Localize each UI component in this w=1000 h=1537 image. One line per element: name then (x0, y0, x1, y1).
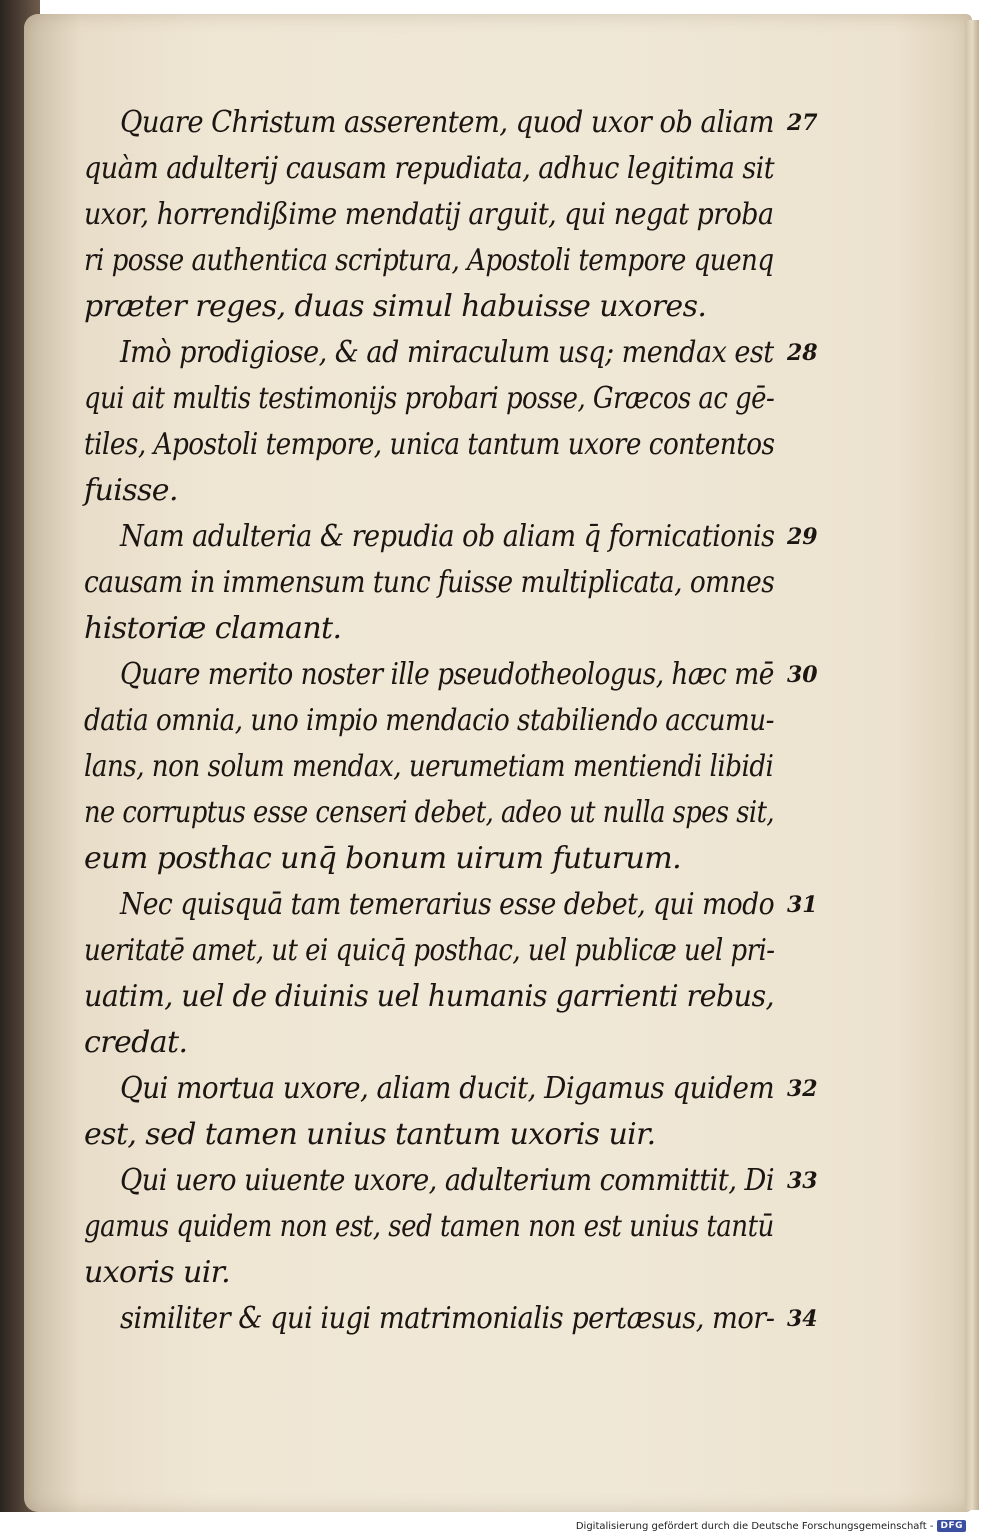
text-line: uxor, horrendißime mendatij arguit, qui negat proba (84, 197, 774, 232)
section-number: 29 (787, 524, 818, 550)
text-line: gamus quidem non est, sed tamen non est unius tantū (84, 1209, 774, 1244)
dfg-logo: DFG (937, 1520, 966, 1532)
text-line: Imò prodigiose, & ad miraculum usq; mendax est (120, 335, 774, 370)
text-line: qui ait multis testimonijs probari posse, Græcos ac gē- (84, 381, 775, 416)
text-line: ne corruptus esse censeri debet, adeo ut nulla spes sit, (84, 795, 775, 830)
text-line: Qui uero uiuente uxore, adulterium committit, Di (120, 1163, 775, 1198)
section-number: 27 (787, 110, 818, 136)
section-number: 34 (787, 1306, 818, 1332)
text-line: quàm adulterij causam repudiata, adhuc legitima sit (84, 151, 775, 186)
digitization-credit (576, 1517, 966, 1535)
text-line: historiæ clamant. (84, 611, 342, 646)
text-line: uatim, uel de diuinis uel humanis garrienti rebus, (84, 979, 775, 1014)
text-line: Nec quisquā tam temerarius esse debet, qui modo (120, 887, 775, 922)
section-number: 28 (787, 340, 818, 366)
section-number: 32 (787, 1076, 818, 1102)
text-line: tiles, Apostoli tempore, unica tantum uxore contentos (84, 427, 775, 462)
text-line: Quare Christum asserentem, quod uxor ob aliam (120, 105, 774, 140)
text-line: eum posthac unq̄ bonum uirum futurum. (84, 841, 682, 876)
text-line: causam in immensum tunc fuisse multiplicata, omnes (84, 565, 775, 600)
text-line: datia omnia, uno impio mendacio stabiliendo accumu- (84, 703, 774, 738)
page-fore-edge (965, 20, 979, 1510)
text-line: Nam adulteria & repudia ob aliam q̄ fornicationis (120, 519, 775, 554)
credit-text: Digitalisierung gefördert durch die Deutsche Forschungsgemeinschaft - (575, 1520, 934, 1532)
text-line: est, sed tamen unius tantum uxoris uir. (84, 1117, 656, 1152)
text-line: Qui mortua uxore, aliam ducit, Digamus quidem (120, 1071, 775, 1106)
section-number: 33 (787, 1168, 818, 1194)
text-line: credat. (84, 1025, 188, 1060)
text-line: fuisse. (84, 473, 178, 508)
section-number: 30 (787, 662, 818, 688)
text-line: Quare merito noster ille pseudotheologus, hæc mē (120, 657, 774, 692)
text-line: uxoris uir. (84, 1255, 231, 1290)
text-line: ueritatē amet, ut ei quicq̄ posthac, uel publicæ uel pri- (84, 933, 775, 968)
text-line: lans, non solum mendax, uerumetiam mentiendi libidi (84, 749, 774, 784)
section-number: 31 (787, 892, 818, 918)
text-line: ri posse authentica scriptura, Apostoli tempore quenq (84, 243, 774, 278)
text-line: similiter & qui iugi matrimonialis pertæsus, mor- (120, 1301, 775, 1336)
text-line: præter reges, duas simul habuisse uxores. (84, 289, 707, 324)
